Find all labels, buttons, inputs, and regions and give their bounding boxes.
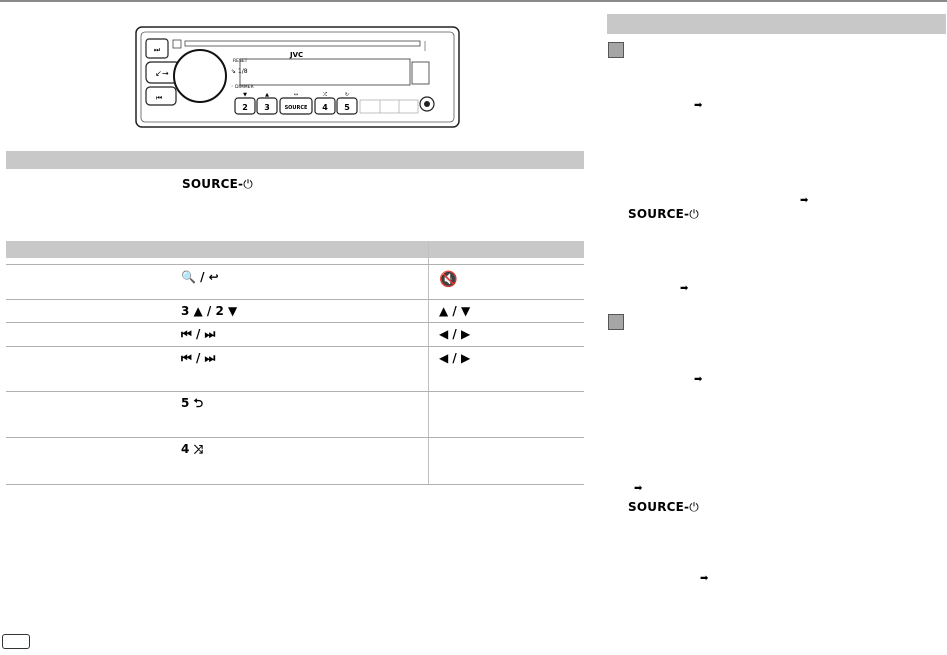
svg-text:↻: ↻ xyxy=(344,92,350,98)
table-rule xyxy=(6,391,584,392)
table-rule xyxy=(6,437,584,438)
table-row-alt: ◀ / ▶ xyxy=(439,327,471,341)
svg-text:⏮: ⏮ xyxy=(155,94,163,102)
arrow-icon: ➡ xyxy=(634,483,643,494)
svg-text:⏭: ⏭ xyxy=(153,46,161,54)
table-rule xyxy=(6,322,584,323)
table-rule xyxy=(6,484,584,485)
svg-text:⤮: ⤮ xyxy=(322,92,328,98)
right-section-bar xyxy=(607,14,946,34)
source-power-label xyxy=(182,177,253,191)
table-row-alt: ▲ / ▼ xyxy=(439,304,471,318)
step-square-2 xyxy=(608,314,624,330)
table-row-alt: ◀ / ▶ xyxy=(439,351,471,365)
svg-text:▲: ▲ xyxy=(265,92,269,98)
svg-text:SOURCE: SOURCE xyxy=(284,105,308,111)
left-section-bar xyxy=(6,151,584,169)
table-row: 3 ▲ / 2 ▼ xyxy=(181,304,238,318)
source-label: SOURCE- xyxy=(182,177,244,191)
table-row: 5 ⮌ xyxy=(181,396,204,410)
arrow-icon: ➡ xyxy=(700,573,709,584)
source-power-label xyxy=(628,207,699,221)
svg-text:5: 5 xyxy=(344,103,350,112)
table-rule xyxy=(6,346,584,347)
table-row: 🔍 / ↩ xyxy=(181,270,219,284)
top-rule xyxy=(0,0,947,2)
arrow-icon: ➡ xyxy=(800,195,809,206)
step-square-1 xyxy=(608,42,624,58)
power-icon: ⏻ xyxy=(689,207,699,221)
page-number-tab xyxy=(2,634,30,649)
table-row: ⏮ / ⏭ xyxy=(181,351,216,365)
power-icon: ⏻ xyxy=(243,177,253,191)
table-column-divider xyxy=(428,241,429,485)
table-rule xyxy=(6,299,584,300)
svg-text:2: 2 xyxy=(242,103,248,112)
svg-text:RESET: RESET xyxy=(233,59,248,64)
table-row: ⏮ / ⏭ xyxy=(181,327,216,341)
source-label: SOURCE- xyxy=(628,500,690,514)
svg-text:▼: ▼ xyxy=(243,92,247,98)
svg-text:↔: ↔ xyxy=(293,92,299,98)
svg-text:◦ DIMMER: ◦ DIMMER xyxy=(231,85,254,90)
svg-text:↙→: ↙→ xyxy=(155,69,169,78)
svg-text:4: 4 xyxy=(322,103,328,112)
svg-text:⇘ 1/8: ⇘ 1/8 xyxy=(231,68,248,75)
brand-logo: JVC xyxy=(290,51,304,59)
car-stereo-illustration xyxy=(135,26,460,128)
table-header xyxy=(6,241,584,258)
source-power-label xyxy=(628,500,699,514)
mute-icon: 🔇 xyxy=(439,270,458,288)
arrow-icon: ➡ xyxy=(694,100,703,111)
table-rule xyxy=(6,264,584,265)
svg-text:3: 3 xyxy=(264,103,270,112)
source-label: SOURCE- xyxy=(628,207,690,221)
power-icon: ⏻ xyxy=(689,500,699,514)
table-row: 4 ⤨ xyxy=(181,442,204,456)
arrow-icon: ➡ xyxy=(694,374,703,385)
arrow-icon: ➡ xyxy=(680,283,689,294)
